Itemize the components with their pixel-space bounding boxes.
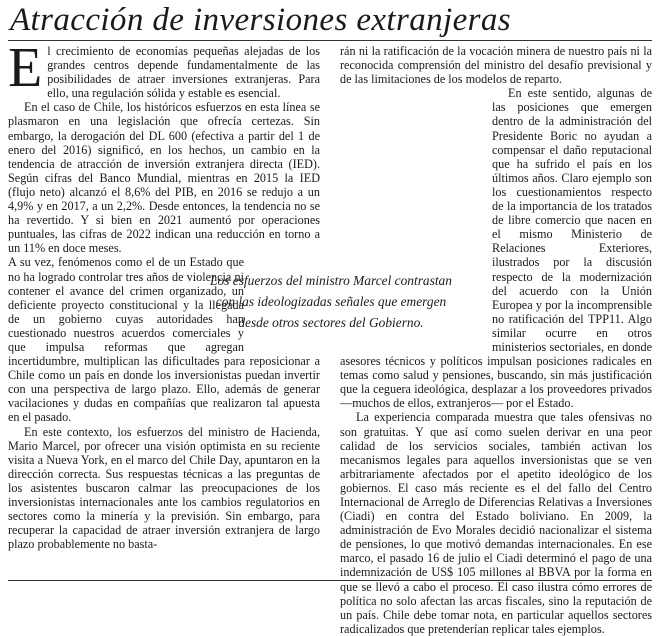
- paragraph-6: [340, 86, 652, 410]
- drop-cap: E: [8, 37, 43, 99]
- paragraph-7: La experiencia comparada muestra que tales ofensivas no son gratuitas. Y que así como suelen derivar en una peor calidad de los servicios sociales, también activan los mecanismos legales para aquellos inversionistas que se ven arbitrariamente afectados por el apetito ideológico de los gobiernos. El caso más reciente es el del fallo del Centro Internacional de Arreglo de Diferencias Relativas a Inversiones (Ciadi) en contra del Estado boliviano. En 2009, la administración de Evo Morales decidió nacionalizar el sistema de pensiones, lo que motivó demandas internacionales. En ese marco, el pasado 16 de julio el Ciadi determinó el pago de una indemnización de US$ 105 millones al BBVA por la forma en que se llevó a cabo el proceso. El caso ilustra cómo errores de política no solo afectan las arcas fiscales, sino la reputación de un país. Chile debe tomar nota, en particular aquellos sectores radicalizados que pretenderían replicar tales ejemplos.: [340, 410, 652, 636]
- paragraph-1-text: l crecimiento de economías pequeñas alejadas de los grandes centros depende fundamentalmente de las posibilidades de atraer inversiones extranjeras. Para ello, una regulación sólida y estable es esencial.: [47, 44, 320, 101]
- title-rule: [8, 40, 652, 41]
- bottom-rule: [8, 580, 652, 581]
- paragraph-5: rán ni la ratificación de la vocación minera de nuestro país ni la reconocida comprensión del ministro del desafío previsional y de las limitaciones de los modelos de reparto.: [340, 44, 652, 87]
- pull-quote-line-1: Los esfuerzos del ministro Marcel contrastan: [210, 273, 452, 288]
- paragraph-2: En el caso de Chile, los históricos esfuerzos en esta línea se plasmaron en una legislación que ofrecía certezas. Sin embargo, la derogación del DL 600 (efectiva a partir del 1 de enero del 2016) significó, en los hechos, un cambio en la tendencia de atracción de inversión extranjera directa (IED). Según cifras del Banco Mundial, mientras en 2015 la IED (flujo neto) alcanzó el 8,6% del PIB, en 2016 se redujo a un 4,9% y en 2017, a un 2,2%. Desde entonces, la tendencia no se ha revertido. Y si bien en 2021 aumentó por operaciones puntuales, las cifras de 2022 indican una reducción en torno a un 11% en doce meses.: [8, 100, 320, 256]
- pull-quote-line-2: con las ideologizadas señales que emergen: [215, 294, 447, 309]
- pull-quote: [178, 270, 484, 333]
- paragraph-1: [8, 37, 320, 101]
- paragraph-6-text: En este sentido, algunas de las posiciones que emergen dentro de la administración del Presidente Boric no ayudan a compensar el daño reputacional que ha sufrido el país en los últimos años. Claro ejemplo son los cuestionamientos respecto de la importancia de los tratados de libre comercio que nacen en el mismo Ministerio de Relaciones Exteriores, ilustrados por la discusión respecto de la modernización del acuerdo con la Unión Europea y por la incomprensible no ratificación del TPP11. Algo similar ocurre en otros ministerios sectoriales, en donde asesores técnicos y políticos impulsan posiciones radicales en temas como salud y pensiones, buscando, sin más justificación que la ceguera ideológica, desplazar a los proveedores privados —muchos de ellos, extranjeros— por el Estado.: [340, 86, 652, 411]
- paragraph-3-text: A su vez, fenómenos como el de un Estado que no ha logrado controlar tres años de violencia ni contener el avance del crimen organizado, un deficiente proyecto constitucional y la llegada de un gobierno cuyas autoridades han cuestionado nuestros acuerdos comerciales y que impulsa reformas que agregan incertidumbre, multiplican las dificultades para reposicionar a Chile como un país en donde los inversionistas puedan invertir con una perspectiva de largo plazo. Ello, además de generar vacilaciones y dudas en compañías que realizaron tal apuesta en el pasado.: [8, 255, 320, 425]
- paragraph-4: En este contexto, los esfuerzos del ministro de Hacienda, Mario Marcel, por ofrecer una visión optimista en su reciente visita a Nueva York, en el marco del Chile Day, apuntaron en la dirección correcta. Sus respuestas técnicas a las preguntas de los asistentes buscaron calmar las preocupaciones de los inversionistas internacionales ante los cambios regulatorios en sectores como la minería y la previsión. Sin embargo, para recuperar la capacidad de atraer inversión extranjera de largo plazo probablemente no basta-: [8, 424, 320, 552]
- pull-quote-line-3: desde otros sectores del Gobierno.: [238, 315, 424, 330]
- article-title: Atracción de inversiones extranjeras: [10, 2, 512, 38]
